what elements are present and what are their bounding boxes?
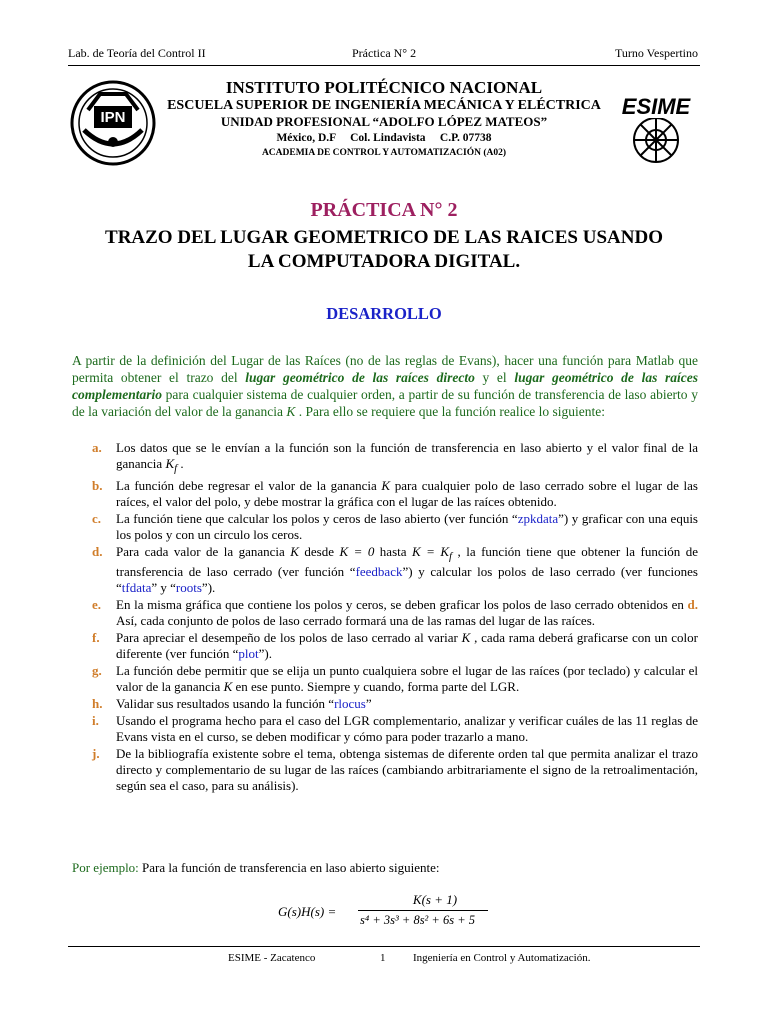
address: México, D.F Col. Lindavista C.P. 07738 [276, 132, 492, 144]
list-item-d: d. Para cada valor de la ganancia K desde K = 0 hasta $K = K_f$ , la función tiene que obtener la función de transferencia de laso cerrado (ver función “feedback”) y calcular los polos de laso cerrado (ver funciones “tfdata” y “roots”). [92, 543, 698, 596]
ipn-logo [70, 80, 156, 166]
title-line-1: TRAZO DEL LUGAR GEOMETRICO DE LAS RAICES USANDO [105, 227, 663, 248]
footer-left: ESIME - Zacatenco [228, 952, 316, 964]
list-item-j: j. De la bibliografía existente sobre el tema, obtenga sistemas de diferente orden tal que permita analizar el trazo directo y complementario de su lugar de las raíces (cambiando arbitrariamente el signo de la retroalimentación, según sea el caso, para su análisis). [92, 746, 698, 794]
footer-rule [68, 946, 700, 947]
list-item-i: i. Usando el programa hecho para el caso del LGR complementario, analizar y verificar cuáles de las 11 reglas de Evans vista en el curso, se deben modificar y cómo para poder trazarlo a mano. [92, 713, 698, 745]
header-left: Lab. de Teoría del Control II [68, 46, 206, 60]
institution-name: INSTITUTO POLITÉCNICO NACIONAL [225, 78, 543, 97]
list-item-c: c. La función tiene que calcular los polos y ceros de laso abierto (ver función “zpkdata”) y graficar con una equis los polos y con un circulo los ceros. [92, 510, 698, 542]
list-item-f: f. Para apreciar el desempeño de los polos de laso cerrado al variar K , cada rama deberá graficarse con un color diferente (ver función “plot”). [92, 630, 698, 662]
document-title [68, 226, 700, 274]
formula-lhs: G(s)H(s) = [278, 904, 337, 919]
list-item-e: e. En la misma gráfica que contiene los polos y ceros, se deben graficar los polos de laso cerrado obtenidos en d. Así, cada conjunto de polos de laso cerrado formará una de las ramas del lugar de las raíces. [92, 597, 698, 629]
header-center: Práctica N° 2 [352, 46, 417, 60]
intro-paragraph: A partir de la definición del Lugar de las Raíces (no de las reglas de Evans), hacer una función para Matlab que permita obtener el trazo del lugar geométrico de las raíces directo y el lugar geométrico de las raíces complementario para cualquier sistema de cualquier orden, a partir de su función de transferencia de laso abierto y de la variación del valor de la ganancia K . Para ello se requiere que la función realice lo siguiente: [72, 353, 698, 419]
title-line-2: LA COMPUTADORA DIGITAL. [247, 251, 521, 272]
transfer-function-formula [278, 892, 518, 936]
list-item-g: g. La función debe permitir que se elija un punto cualquiera sobre el lugar de las raíces (por teclado) y calcular el valor de la ganancia K en ese punto. Siempre y cuando, forma parte del LGR. [92, 663, 698, 695]
list-item-b: b. La función debe regresar el valor de la ganancia K para cualquier polo de laso cerrado sobre el lugar de las raíces, el valor del polo, y debe mostrar la gráfica con el lugar de las raíces obtenido. [92, 477, 698, 509]
practice-number: PRÁCTICA N° 2 [310, 199, 458, 221]
example-intro: Por ejemplo: Para la función de transferencia en laso abierto siguiente: [72, 860, 440, 875]
formula-numerator: K(s + 1) [412, 892, 458, 907]
unit-name: UNIDAD PROFESIONAL “ADOLFO LÓPEZ MATEOS” [220, 114, 548, 129]
svg-text:IPN: IPN [100, 109, 126, 126]
fraction-bar [358, 910, 488, 911]
footer-right: Ingeniería en Control y Automatización. [413, 952, 591, 964]
requirements-list [92, 440, 698, 795]
page-number: 1 [380, 952, 386, 964]
header-right: Turno Vespertino [614, 46, 698, 60]
section-heading: DESARROLLO [326, 304, 442, 323]
list-item-a: a. Los datos que se le envían a la función son la función de transferencia en laso abierto y el valor final de la ganancia $K_f$ . [92, 440, 698, 475]
esime-logo [610, 86, 702, 166]
school-name: ESCUELA SUPERIOR DE INGENIERÍA MECÁNICA Y ELÉCTRICA [167, 98, 601, 113]
formula-denominator: s⁴ + 3s³ + 8s² + 6s + 5 [360, 913, 476, 927]
svg-text:ESIME: ESIME [621, 94, 691, 119]
header-rule [68, 65, 700, 66]
list-item-h: h. Validar sus resultados usando la función “rlocus” [92, 696, 372, 712]
academy: ACADEMIA DE CONTROL Y AUTOMATIZACIÓN (A02) [261, 148, 507, 158]
